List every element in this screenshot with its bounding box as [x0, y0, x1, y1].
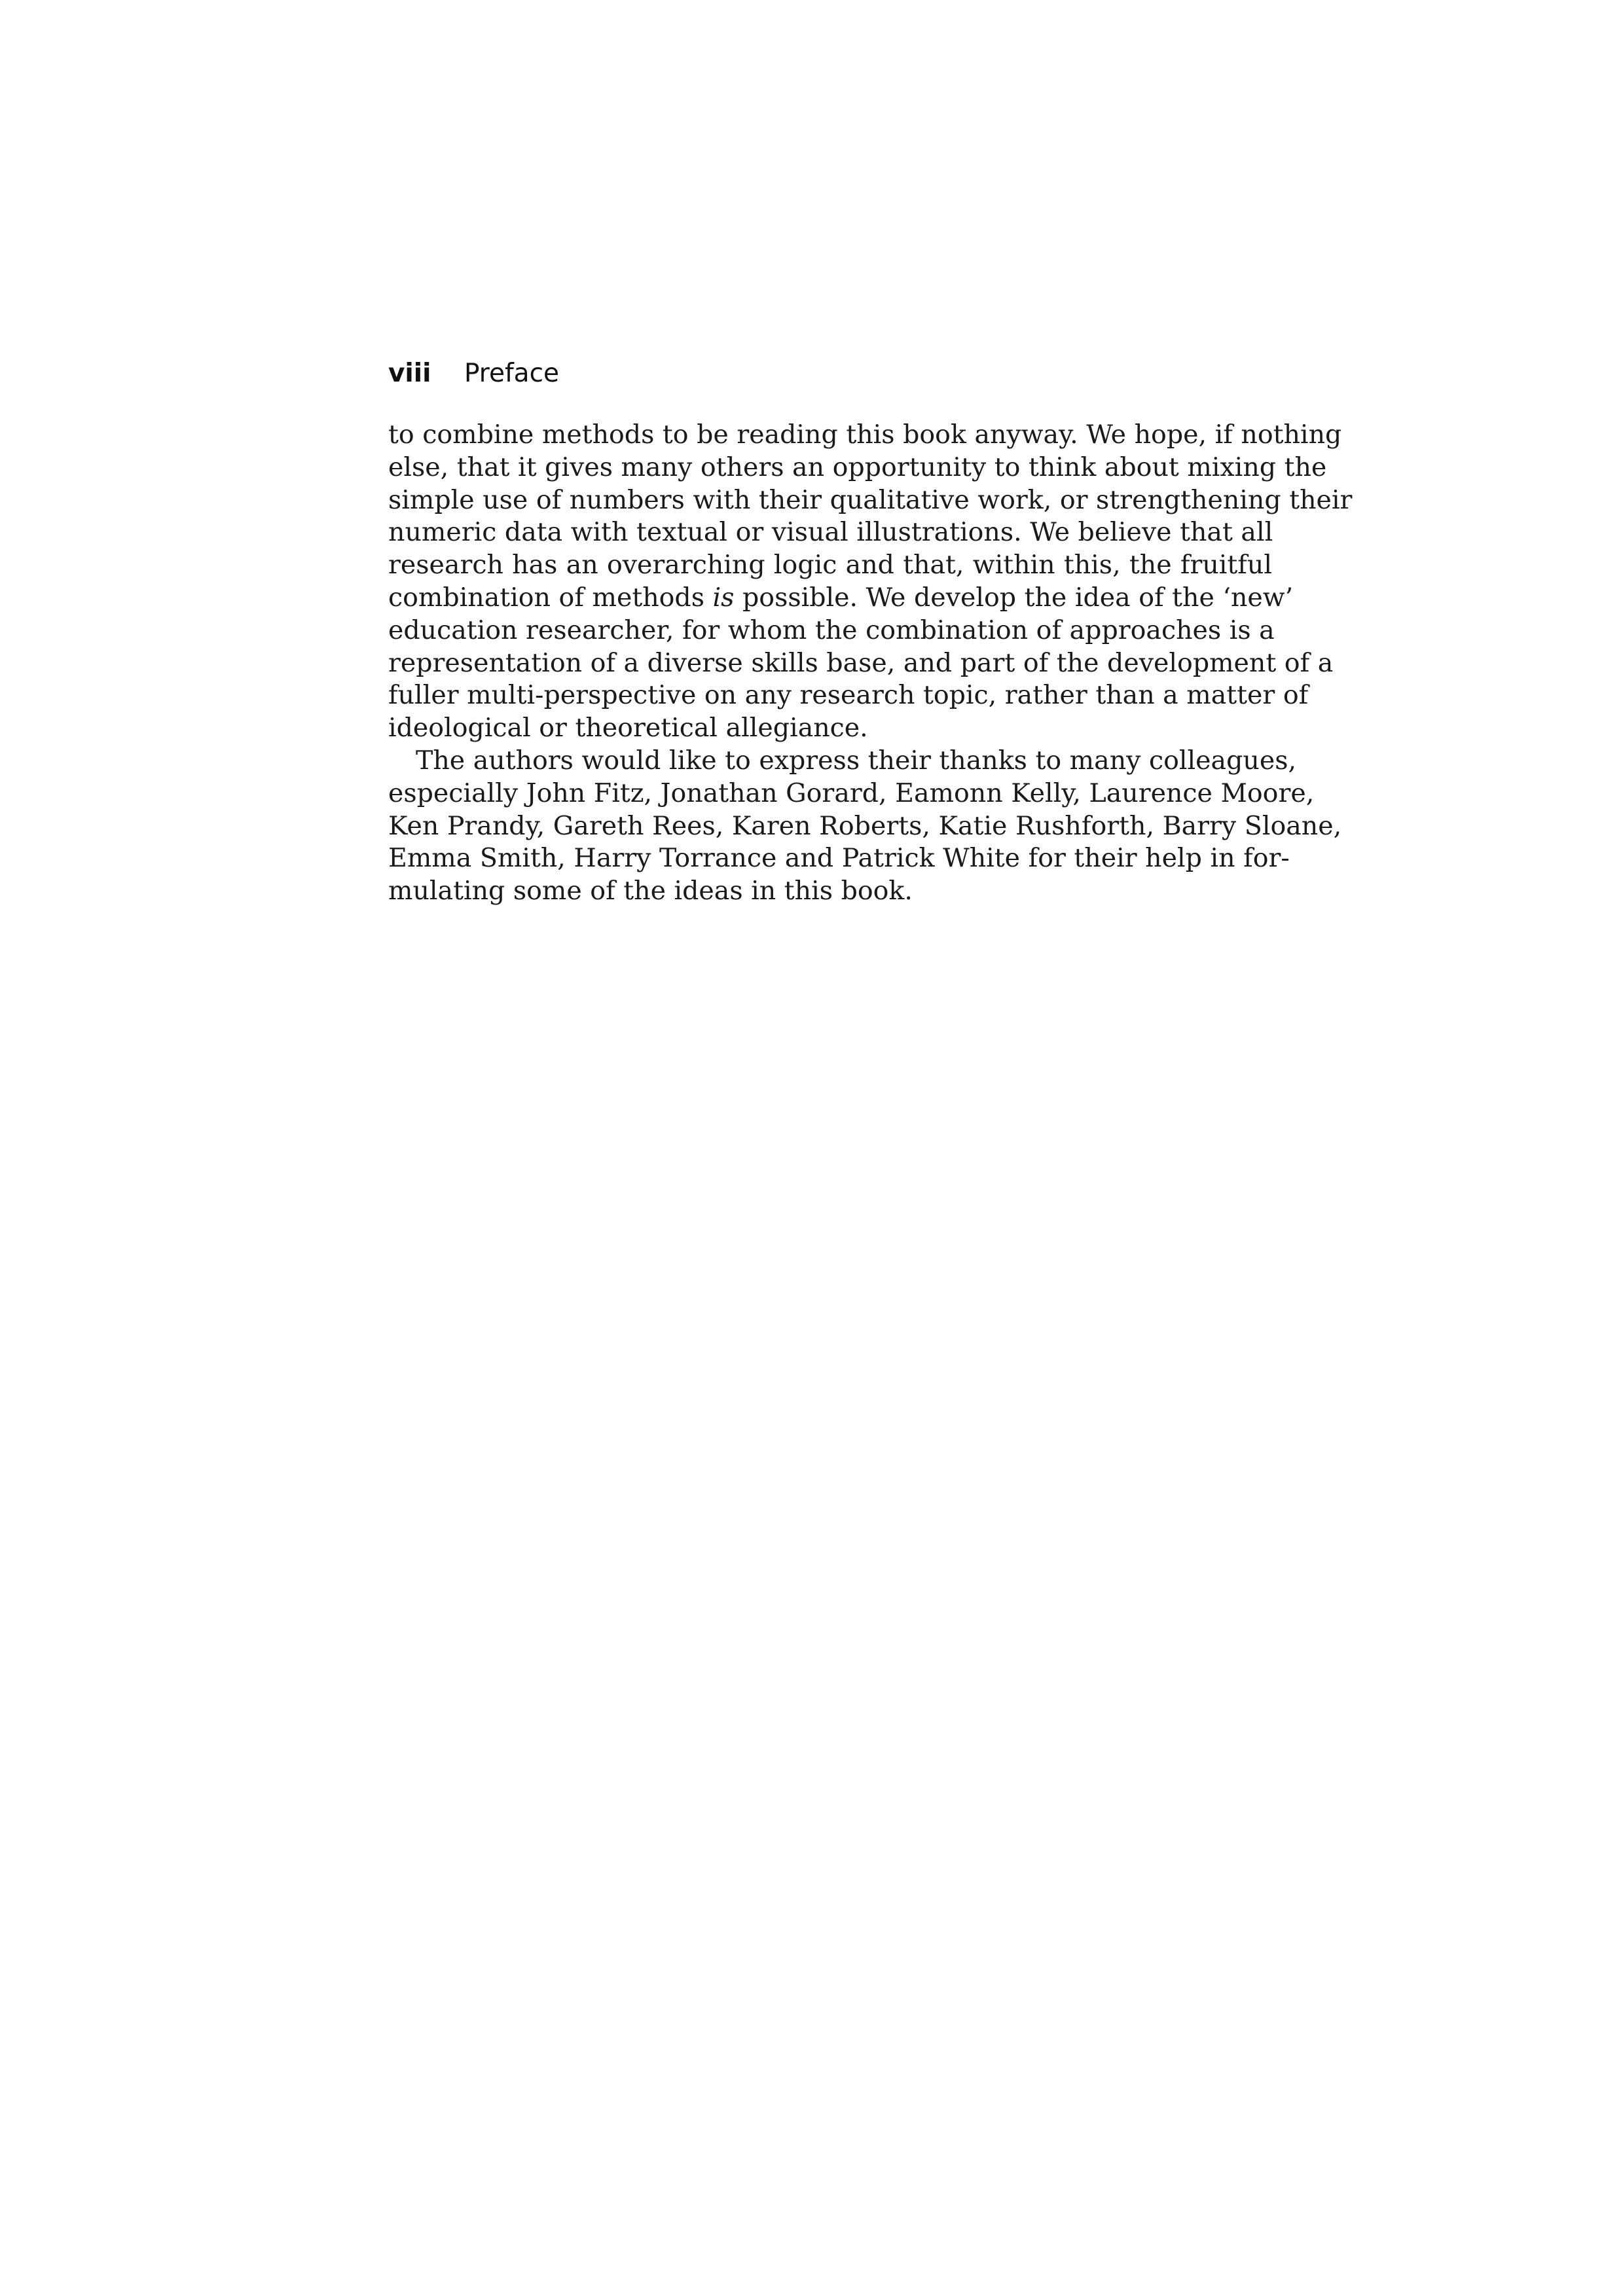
text-line: research has an overarching logic and that, within this, the fruitful: [388, 550, 1272, 581]
text-line: Emma Smith, Harry Torrance and Patrick White for their help in for-: [388, 843, 1290, 874]
text-line: education researcher, for whom the combination of approaches is a: [388, 615, 1275, 645]
text-line: to combine methods to be reading this book anyway. We hope, if nothing: [388, 420, 1342, 450]
text-line: especially John Fitz, Jonathan Gorard, Eamonn Kelly, Laurence Moore,: [388, 778, 1315, 808]
paragraph-1: [388, 419, 1353, 745]
text-line: mulating some of the ideas in this book.: [388, 876, 913, 906]
text-line: fuller multi-perspective on any research topic, rather than a matter of: [388, 680, 1309, 711]
page-number: viii: [388, 359, 431, 388]
text-line: Ken Prandy, Gareth Rees, Karen Roberts, Katie Rushforth, Barry Sloane,: [388, 810, 1342, 841]
text-line: numeric data with textual or visual illustrations. We believe that all: [388, 517, 1273, 548]
text-line: simple use of numbers with their qualitative work, or strengthening their: [388, 484, 1353, 515]
text-line: else, that it gives many others an opportunity to think about mixing the: [388, 452, 1327, 482]
preface-body: [388, 419, 1353, 908]
text-line: The authors would like to express their thanks to many colleagues,: [416, 745, 1297, 776]
section-title: Preface: [464, 359, 560, 388]
text-line: representation of a diverse skills base, and part of the development of a: [388, 647, 1334, 678]
paragraph-2: [388, 745, 1342, 908]
text-line: combination of methods is possible. We develop the idea of the ‘new’: [388, 582, 1294, 613]
text-line: ideological or theoretical allegiance.: [388, 713, 868, 744]
running-head: [388, 351, 1272, 397]
emphasis-text: is: [712, 582, 735, 613]
